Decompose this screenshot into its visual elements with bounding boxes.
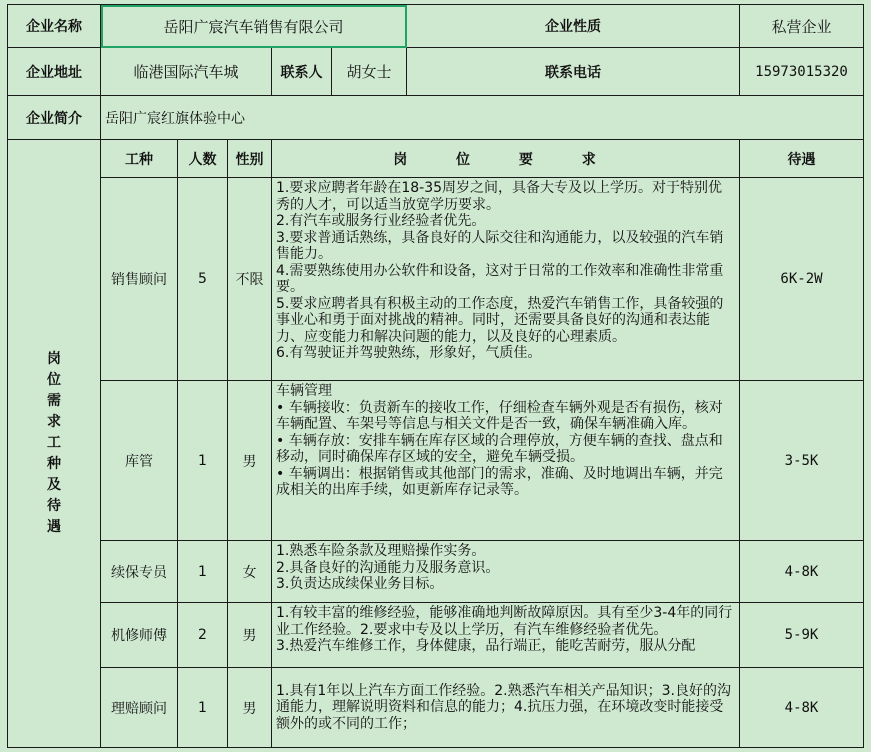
cell-address-label[interactable]: 企业地址 bbox=[8, 48, 101, 96]
section-label-char: 需 bbox=[47, 393, 61, 409]
section-label-char: 遇 bbox=[47, 519, 61, 535]
cell-section-label[interactable] bbox=[8, 140, 101, 748]
row-intro bbox=[8, 96, 864, 140]
cell-headcount[interactable]: 1 bbox=[178, 541, 228, 603]
requirement-line: • 车辆接收：负责新车的接收工作，仔细检查车辆外观是否有损伤，核对车辆配置、车架号等信息与相关文件是否一致，确保车辆准确入库。 bbox=[276, 399, 723, 432]
cell-requirements[interactable] bbox=[272, 668, 740, 748]
cell-contact-person[interactable]: 胡女士 bbox=[332, 48, 407, 96]
cell-headcount[interactable]: 2 bbox=[178, 603, 228, 668]
row-jobs-header bbox=[8, 140, 864, 178]
header-pay[interactable]: 待遇 bbox=[740, 140, 864, 178]
cell-company-name[interactable]: 岳阳广宸汽车销售有限公司 bbox=[101, 5, 407, 48]
requirement-line: 6.有驾驶证并驾驶熟练，形象好，气质佳。 bbox=[276, 345, 542, 361]
requirement-line: 3.负责达成续保业务目标。 bbox=[276, 576, 444, 592]
header-job-type[interactable]: 工种 bbox=[101, 140, 178, 178]
row-address bbox=[8, 48, 864, 96]
cell-job-type[interactable]: 续保专员 bbox=[101, 541, 178, 603]
requirement-line: 2.具备良好的沟通能力及服务意识。 bbox=[276, 559, 500, 576]
job-row bbox=[8, 668, 864, 748]
cell-headcount[interactable]: 5 bbox=[178, 178, 228, 381]
cell-headcount[interactable]: 1 bbox=[178, 668, 228, 748]
cell-contact-phone[interactable]: 15973015320 bbox=[740, 48, 864, 96]
section-label-char: 求 bbox=[47, 414, 61, 430]
cell-nature-label[interactable]: 企业性质 bbox=[407, 5, 740, 48]
requirement-line: 1.具有1年以上汽车方面工作经验。2.熟悉汽车相关产品知识；3.良好的沟通能力，理解说明资料和信息的能力；4.抗压力强，在环境改变时能接受额外的或不同的工作； bbox=[276, 682, 731, 732]
section-label-char: 位 bbox=[47, 372, 61, 388]
cell-job-type[interactable]: 销售顾问 bbox=[101, 178, 178, 381]
cell-job-type[interactable]: 机修师傅 bbox=[101, 603, 178, 668]
requirement-line: 3.要求普通话熟练，具备良好的人际交往和沟通能力，以及较强的汽车销售能力。 bbox=[276, 229, 724, 262]
cell-company-nature[interactable]: 私营企业 bbox=[740, 5, 864, 48]
section-label-char: 岗 bbox=[47, 351, 61, 367]
cell-headcount[interactable]: 1 bbox=[178, 381, 228, 541]
cell-job-type[interactable]: 库管 bbox=[101, 381, 178, 541]
requirement-line: 5.要求应聘者具有积极主动的工作态度，热爱汽车销售工作，具备较强的事业心和勇于面对挑战的精神。同时，还需要具备良好的沟通和表达能力、应变能力和解决问题的能力，以及良好的心理素质。 bbox=[276, 295, 724, 345]
cell-requirements[interactable] bbox=[272, 603, 740, 668]
cell-company-intro[interactable]: 岳阳广宸红旗体验中心 bbox=[101, 96, 864, 140]
cell-gender[interactable]: 不限 bbox=[228, 178, 272, 381]
cell-pay[interactable]: 4-8K bbox=[740, 541, 864, 603]
job-row bbox=[8, 603, 864, 668]
job-row bbox=[8, 381, 864, 541]
section-label-char: 工 bbox=[47, 435, 61, 451]
section-label-char: 种 bbox=[47, 456, 61, 472]
row-company-name bbox=[8, 5, 864, 48]
requirement-line: 车辆管理 bbox=[276, 383, 332, 399]
section-label-char: 及 bbox=[47, 477, 61, 493]
requirement-line: • 车辆调出：根据销售或其他部门的需求，准确、及时地调出车辆，并完成相关的出库手续，如更新库存记录等。 bbox=[276, 465, 723, 498]
requirement-line: 2.有汽车或服务行业经验者优先。 bbox=[276, 213, 486, 229]
header-gender[interactable]: 性别 bbox=[228, 140, 272, 178]
requirement-line: 3.热爱汽车维修工作，身体健康，品行端正，能吃苦耐劳，服从分配 bbox=[276, 638, 696, 654]
requirement-line: 1.有较丰富的维修经验，能够准确地判断故障原因。具有至少3-4年的同行业工作经验。2.要求中专及以上学历，有汽车维修经验者优先。 bbox=[276, 605, 733, 638]
job-posting-table bbox=[7, 4, 864, 748]
cell-requirements[interactable] bbox=[272, 541, 740, 603]
section-label-char: 待 bbox=[47, 498, 61, 514]
cell-requirements[interactable] bbox=[272, 381, 740, 541]
cell-company-address[interactable]: 临港国际汽车城 bbox=[101, 48, 272, 96]
header-headcount[interactable]: 人数 bbox=[178, 140, 228, 178]
cell-job-type[interactable]: 理赔顾问 bbox=[101, 668, 178, 748]
cell-gender[interactable]: 男 bbox=[228, 668, 272, 748]
cell-name-label[interactable]: 企业名称 bbox=[8, 5, 101, 48]
cell-pay[interactable]: 4-8K bbox=[740, 668, 864, 748]
header-requirements[interactable]: 岗 位 要 求 bbox=[272, 140, 740, 178]
cell-contact-label[interactable]: 联系人 bbox=[272, 48, 332, 96]
job-row bbox=[8, 541, 864, 603]
requirement-line: 1.熟悉车险条款及理赔操作实务。 bbox=[276, 543, 486, 559]
requirement-line: 1.要求应聘者年龄在18-35周岁之间，具备大专及以上学历。对于特别优秀的人才，可以适当放宽学历要求。 bbox=[276, 180, 723, 213]
cell-gender[interactable]: 男 bbox=[228, 381, 272, 541]
requirement-line: • 车辆存放：安排车辆在库存区域的合理停放，方便车辆的查找、盘点和移动，同时确保库存区域的安全，避免车辆受损。 bbox=[276, 432, 723, 465]
cell-gender[interactable]: 男 bbox=[228, 603, 272, 668]
cell-requirements[interactable] bbox=[272, 178, 740, 381]
cell-phone-label[interactable]: 联系电话 bbox=[407, 48, 740, 96]
cell-pay[interactable]: 5-9K bbox=[740, 603, 864, 668]
job-row bbox=[8, 178, 864, 381]
cell-pay[interactable]: 6K-2W bbox=[740, 178, 864, 381]
cell-pay[interactable]: 3-5K bbox=[740, 381, 864, 541]
cell-gender[interactable]: 女 bbox=[228, 541, 272, 603]
requirement-line: 4.需要熟练使用办公软件和设备，这对于日常的工作效率和准确性非常重要。 bbox=[276, 262, 724, 295]
cell-intro-label[interactable]: 企业简介 bbox=[8, 96, 101, 140]
